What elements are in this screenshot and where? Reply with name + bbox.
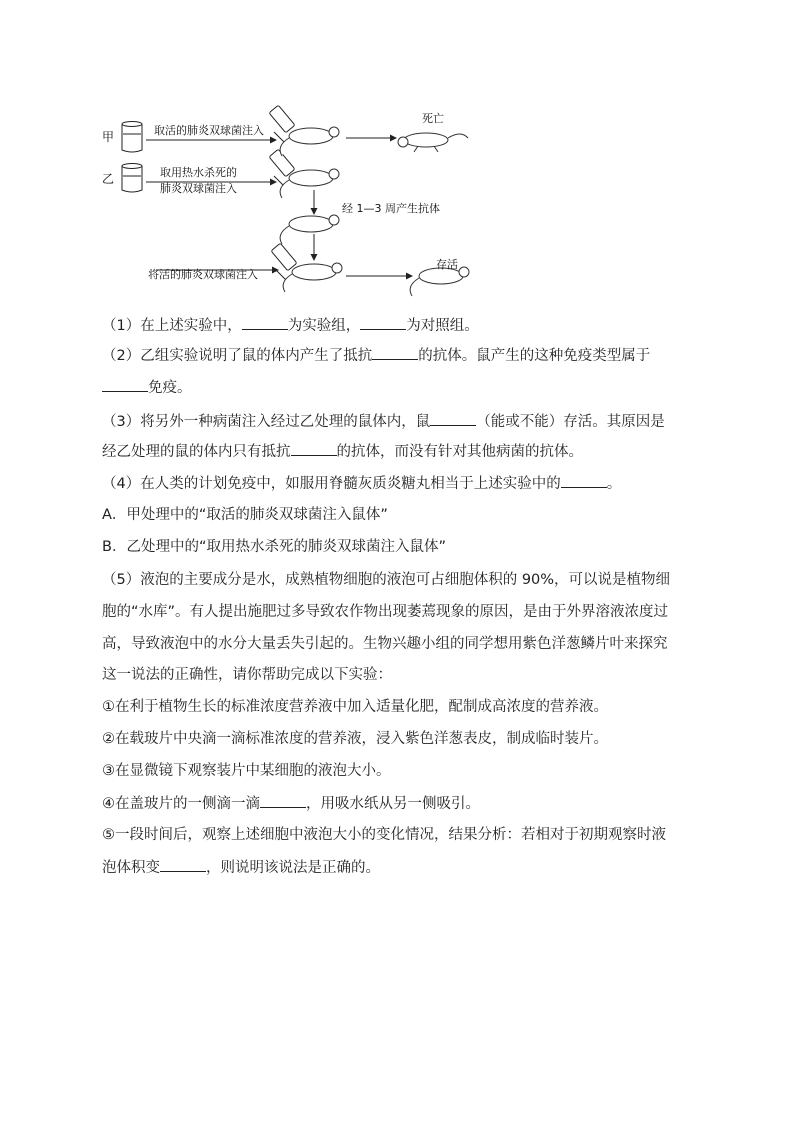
question-4 — [102, 473, 732, 494]
question-5-line3: 高，导致液泡中的水分大量丢失引起的。生物兴趣小组的同学想用紫色洋葱鳞片叶来探究 — [102, 636, 668, 652]
question-2-line1 — [102, 345, 732, 366]
q1-blank-1[interactable] — [242, 315, 288, 330]
yi-caption-line1: 取用热水杀死的 — [160, 166, 237, 179]
step-5-text-b: 泡体积变 — [102, 860, 160, 876]
q1-blank-2[interactable] — [360, 315, 406, 330]
q3-blank-2[interactable] — [291, 441, 337, 456]
beaker-yi-icon — [122, 164, 142, 193]
q1-text-b: 为实验组， — [287, 318, 361, 334]
survive-label: 存活 — [436, 258, 458, 271]
q2-text-a: （2）乙组实验说明了鼠的体内产生了抵抗 — [102, 348, 373, 364]
beaker-jia-icon — [122, 122, 142, 153]
q2-text-c: 免疫。 — [148, 380, 192, 396]
step-4-text-b: ，用吸水纸从另一侧吸引。 — [306, 796, 480, 812]
step-4-text-a: ④在盖玻片的一侧滴一滴 — [102, 796, 260, 812]
q2-blank-1[interactable] — [372, 345, 418, 360]
q2-blank-2[interactable] — [102, 377, 148, 392]
step-5-blank[interactable] — [160, 857, 206, 872]
step-5-line1: ⑤一段时间后，观察上述细胞中液泡大小的变化情况，结果分析：若相对于初期观察时液 — [102, 827, 666, 843]
mouse-jia-icon — [280, 127, 339, 156]
question-5-line2: 胞的“水库”。有人提出施肥过多导致农作物出现萎蔫现象的原因，是由于外界溶液浓度过 — [102, 604, 669, 620]
step-5-line2 — [102, 857, 732, 878]
q1-text-a: （1）在上述实验中， — [102, 318, 242, 334]
yi-caption-line2: 肺炎双球菌注入 — [160, 182, 237, 195]
mouse-antibody-icon — [280, 215, 339, 244]
question-1 — [102, 315, 732, 336]
q3-text-c: 经乙处理的鼠的体内只有抵抗 — [102, 444, 291, 460]
q4-text-b: 。 — [606, 476, 622, 492]
step-2: ②在载玻片中央滴一滴标准浓度的营养液，浸入紫色洋葱表皮，制成临时装片。 — [102, 731, 608, 747]
question-5-line1: （5）液泡的主要成分是水，成熟植物细胞的液泡可占细胞体积的 90%，可以说是植物细 — [102, 572, 671, 588]
question-3-line1 — [102, 411, 732, 432]
q1-text-c: 为对照组。 — [406, 318, 479, 334]
question-2-line2 — [102, 377, 732, 398]
experiment-figure — [96, 94, 496, 304]
antibody-label: 经 1—3 周产生抗体 — [342, 202, 440, 215]
q4-text-a: （4）在人类的计划免疫中，如服用脊髓灰质炎糖丸相当于上述实验中的 — [102, 476, 561, 492]
dead-mouse-icon — [398, 133, 468, 152]
inject-live-label: 将活的肺炎双球菌注入 — [148, 268, 258, 281]
step-4 — [102, 793, 732, 814]
step-3: ③在显微镜下观察装片中某细胞的液泡大小。 — [102, 763, 391, 779]
step-5-text-c: ，则说明该说法是正确的。 — [206, 860, 380, 876]
q3-text-a: （3）将另外一种病菌注入经过乙处理的鼠体内，鼠 — [102, 414, 431, 430]
jia-caption: 取活的肺炎双球菌注入 — [154, 124, 264, 137]
question-3-line2 — [102, 441, 732, 462]
q3-text-d: 的抗体，而没有针对其他病菌的抗体。 — [336, 444, 583, 460]
q4-blank[interactable] — [561, 473, 607, 488]
q2-text-b: 的抗体。鼠产生的这种免疫类型属于 — [418, 348, 651, 364]
q3-blank-1[interactable] — [430, 411, 476, 426]
step-1: ①在利于植物生长的标准浓度营养液中加入适量化肥，配制成高浓度的营养液。 — [102, 699, 608, 715]
death-label: 死亡 — [422, 112, 444, 125]
step-4-blank[interactable] — [260, 793, 306, 808]
group-yi-label: 乙 — [102, 172, 115, 186]
option-a[interactable]: A．甲处理中的“取活的肺炎双球菌注入鼠体” — [102, 507, 388, 523]
option-b[interactable]: B．乙处理中的“取用热水杀死的肺炎双球菌注入鼠体” — [102, 539, 446, 555]
question-5-line4: 这一说法的正确性，请你帮助完成以下实验： — [102, 667, 392, 683]
group-jia-label: 甲 — [102, 130, 115, 144]
q3-text-b: （能或不能）存活。其原因是 — [476, 414, 665, 430]
